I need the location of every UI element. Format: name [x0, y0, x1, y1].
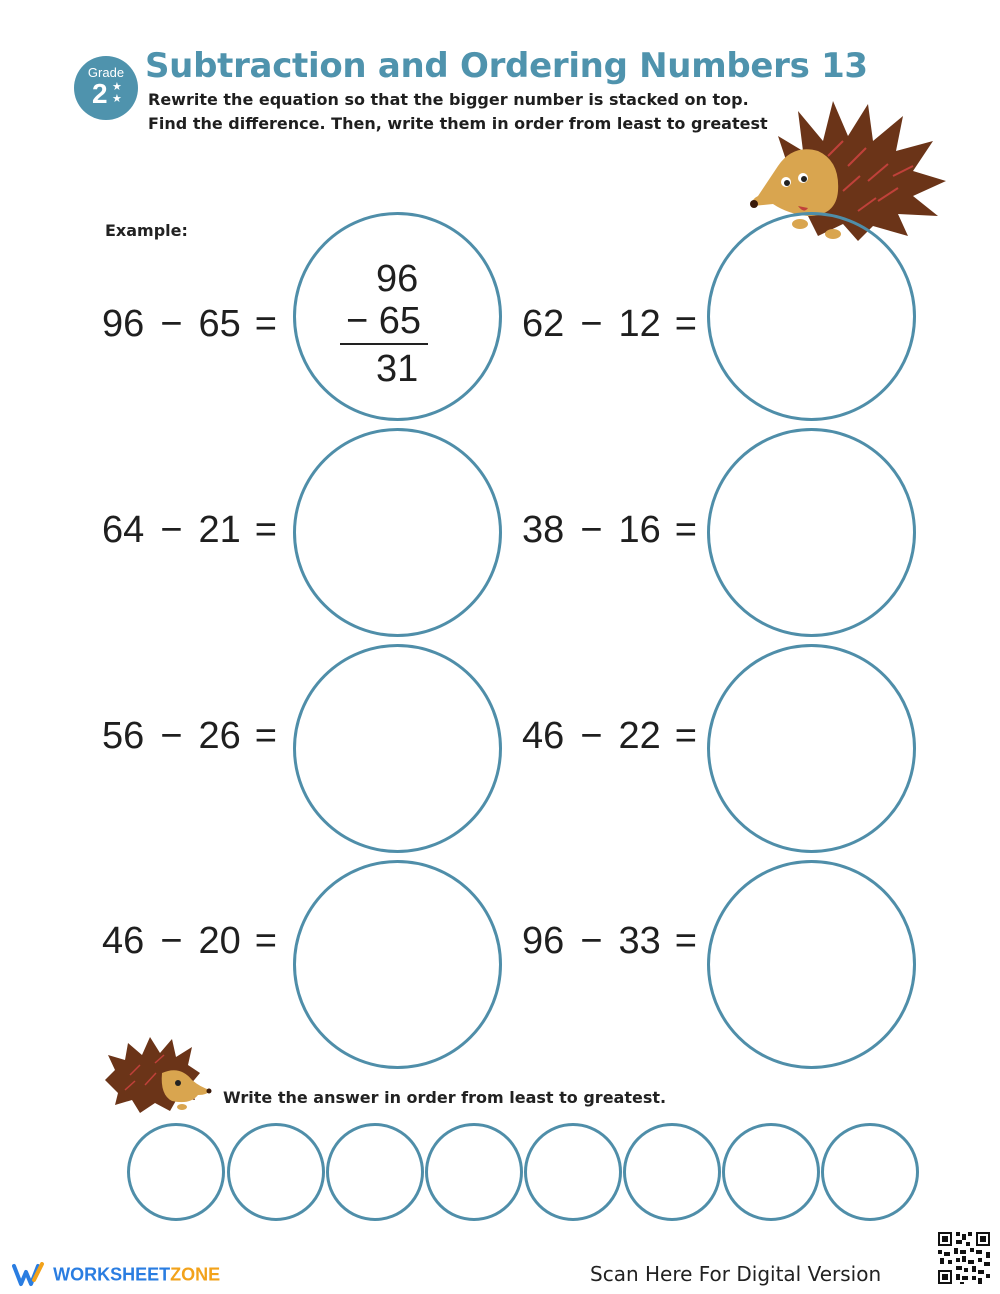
subtrahend: 33	[618, 920, 661, 962]
subtrahend: 21	[198, 509, 241, 551]
minus-sign: −	[580, 303, 603, 345]
equals-sign: =	[674, 303, 697, 345]
minuend: 62	[522, 303, 565, 345]
brand-w-icon	[12, 1262, 48, 1288]
minus-sign: −	[160, 920, 183, 962]
equation-8	[522, 919, 697, 963]
equals-sign: =	[254, 303, 277, 345]
instruction-line-1: Rewrite the equation so that the bigger number is stacked on top.	[148, 90, 749, 109]
answer-circle-5[interactable]	[293, 644, 502, 853]
grade-badge	[74, 56, 138, 120]
grade-label: Grade	[87, 65, 125, 80]
minus-sign: −	[160, 715, 183, 757]
minus-sign: −	[160, 303, 183, 345]
answer-circle-7[interactable]	[293, 860, 502, 1069]
equals-sign: =	[254, 509, 277, 551]
qr-code-icon[interactable]	[936, 1230, 992, 1286]
grade-number: 2	[92, 78, 108, 109]
equals-sign: =	[674, 715, 697, 757]
example-stack-top: 96	[376, 258, 419, 300]
order-slot-5[interactable]	[524, 1123, 622, 1221]
answer-circle-3[interactable]	[293, 428, 502, 637]
order-slot-2[interactable]	[227, 1123, 325, 1221]
equation-5	[102, 714, 277, 758]
equals-sign: =	[674, 920, 697, 962]
hedgehog-icon	[100, 1035, 212, 1115]
minuend: 64	[102, 509, 145, 551]
order-slot-3[interactable]	[326, 1123, 424, 1221]
brand-logo[interactable]	[12, 1262, 220, 1288]
minus-sign: −	[580, 509, 603, 551]
equation-4	[522, 508, 697, 552]
minuend: 46	[102, 920, 145, 962]
answer-circle-6[interactable]	[707, 644, 916, 853]
star-icon: ★ ★	[112, 80, 122, 105]
subtrahend: 12	[618, 303, 661, 345]
equals-sign: =	[254, 715, 277, 757]
equation-2	[522, 302, 697, 346]
brand-name-part1: WORKSHEET	[53, 1264, 171, 1285]
order-slot-8[interactable]	[821, 1123, 919, 1221]
subtrahend: 22	[618, 715, 661, 757]
example-label: Example:	[105, 221, 188, 240]
answer-circle-8[interactable]	[707, 860, 916, 1069]
order-slot-7[interactable]	[722, 1123, 820, 1221]
brand-name-part2: ZONE	[170, 1264, 221, 1285]
minuend: 96	[522, 920, 565, 962]
subtrahend: 65	[198, 303, 241, 345]
instruction-line-2: Find the difference. Then, write them in order from least to greatest	[148, 114, 768, 133]
subtrahend: 20	[198, 920, 241, 962]
order-slot-6[interactable]	[623, 1123, 721, 1221]
answer-circle-2[interactable]	[707, 212, 916, 421]
equals-sign: =	[254, 920, 277, 962]
subtrahend: 26	[198, 715, 241, 757]
equals-sign: =	[674, 509, 697, 551]
subtrahend: 16	[618, 509, 661, 551]
example-result: 31	[376, 348, 419, 390]
scan-text: Scan Here For Digital Version	[590, 1262, 882, 1286]
equation-7	[102, 919, 277, 963]
order-slot-4[interactable]	[425, 1123, 523, 1221]
minuend: 38	[522, 509, 565, 551]
order-instruction: Write the answer in order from least to greatest.	[223, 1088, 667, 1107]
minuend: 96	[102, 303, 145, 345]
minus-sign: −	[580, 920, 603, 962]
minus-sign: −	[580, 715, 603, 757]
order-slot-1[interactable]	[127, 1123, 225, 1221]
page-title: Subtraction and Ordering Numbers 13	[145, 46, 868, 86]
equation-6	[522, 714, 697, 758]
example-divider	[340, 343, 428, 345]
answer-circle-4[interactable]	[707, 428, 916, 637]
minuend: 46	[522, 715, 565, 757]
minus-sign: −	[160, 509, 183, 551]
equation-1	[102, 302, 277, 346]
minuend: 56	[102, 715, 145, 757]
example-stack-bottom: − 65	[346, 300, 422, 342]
equation-3	[102, 508, 277, 552]
